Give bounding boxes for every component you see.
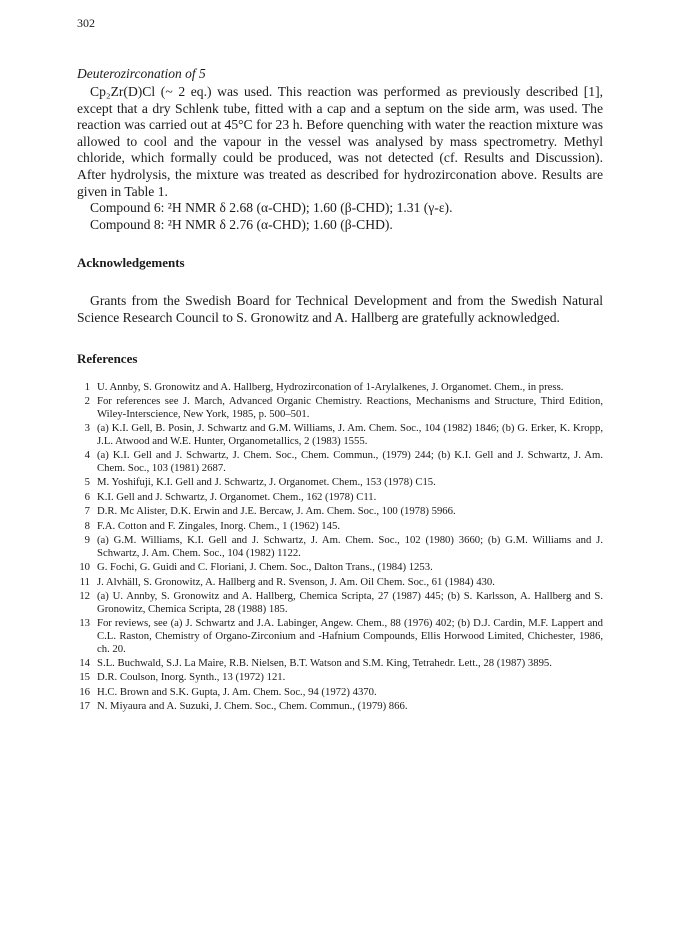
reference-text: F.A. Cotton and F. Zingales, Inorg. Chem., 1 (1962) 145.: [97, 519, 340, 532]
reference-number: 15: [79, 671, 90, 684]
reference-number: 4: [84, 449, 90, 462]
reference-text: N. Miyaura and A. Suzuki, J. Chem. Soc., Chem. Commun., (1979) 866.: [97, 700, 408, 713]
reference-item: [77, 561, 603, 574]
reference-number: 2: [84, 395, 90, 408]
compound-line: Compound 6: ²H NMR δ 2.68 (α-CHD); 1.60 (β-CHD); 1.31 (γ-ε).: [90, 200, 453, 216]
reference-item: [77, 686, 603, 699]
reference-text: K.I. Gell and J. Schwartz, J. Organomet. Chem., 162 (1978) C11.: [97, 490, 377, 503]
reference-number: 7: [84, 505, 90, 518]
reference-text: U. Annby, S. Gronowitz and A. Hallberg, Hydrozirconation of 1-Arylalkenes, J. Organomet. Chem., in press.: [97, 380, 564, 393]
reference-number: 16: [79, 685, 90, 698]
acknowledgements-paragraph: Grants from the Swedish Board for Technical Development and from the Swedish Natural Science Research Council to S. Gronowitz and A. Hallberg are gratefully acknowledged.: [77, 293, 603, 325]
reference-item: [77, 576, 603, 589]
reference-item: [77, 449, 603, 474]
reference-item: [77, 381, 603, 394]
reference-item: [77, 505, 603, 518]
reference-text: (a) K.I. Gell, B. Posin, J. Schwartz and G.M. Williams, J. Am. Chem. Soc., 104 (1982) 1846; (b) G. Erker, K. Kropp, J.L. Atwood and W.E. Hunter, Organometallics, 2 (1983) 1555.: [97, 422, 603, 447]
reference-number: 5: [84, 476, 90, 489]
reference-item: [77, 476, 603, 489]
compound-line: Compound 8: ²H NMR δ 2.76 (α-CHD); 1.60 (β-CHD).: [90, 216, 393, 232]
reference-number: 17: [79, 700, 90, 713]
reference-text: For reviews, see (a) J. Schwartz and J.A. Labinger, Angew. Chem., 88 (1976) 402; (b) D.J. Cardin, M.F. Lappert and C.L. Raston, Chemistry of Organo-Zirconium and -Hafnium Compounds, Ellis Horwood Limited, Chichester, 1986, ch. 20.: [97, 617, 603, 655]
reference-item: [77, 617, 603, 655]
reference-text: H.C. Brown and S.K. Gupta, J. Am. Chem. Soc., 94 (1972) 4370.: [97, 685, 377, 698]
reference-item: [77, 657, 603, 670]
reference-number: 9: [84, 534, 90, 547]
reference-number: 6: [84, 490, 90, 503]
compound-data: [77, 200, 603, 233]
reference-text: G. Fochi, G. Guidi and C. Floriani, J. Chem. Soc., Dalton Trans., (1984) 1253.: [97, 561, 433, 574]
reference-number: 1: [84, 380, 90, 393]
reference-text: (a) G.M. Williams, K.I. Gell and J. Schwartz, J. Am. Chem. Soc., 102 (1980) 3660; (b) G.M. Williams and J. Schwartz, J. Am. Chem. Soc., 104 (1982) 1122.: [97, 534, 603, 559]
reference-number: 10: [79, 561, 90, 574]
deuterozirconation-paragraph: Cp₂Zr(D)Cl (~ 2 eq.) was used. This reaction was performed as previously described [1], except that a dry Schlenk tube, fitted with a cap and a septum on the side arm, was used. The reaction was carried out at 45°C for 23 h. Before quenching with water the reaction mixture was allowed to cool and the vapour in the vessel was analysed by mass spectrometry. Methyl chloride, which formally could be produced, was not detected (cf. Results and Discussion). After hydrolysis, the mixture was treated as described for hydrozirconation above. Results are given in Table 1.: [77, 84, 603, 199]
reference-number: 13: [79, 617, 90, 630]
reference-list: [77, 381, 603, 714]
reference-text: M. Yoshifuji, K.I. Gell and J. Schwartz, J. Organomet. Chem., 153 (1978) C15.: [97, 476, 436, 489]
reference-text: For references see J. March, Advanced Organic Chemistry. Reactions, Mechanisms and Structure, Third Edition, Wiley-Interscience, New York, 1985, p. 500–501.: [97, 395, 603, 420]
reference-item: [77, 491, 603, 504]
reference-number: 12: [79, 590, 90, 603]
reference-text: (a) K.I. Gell and J. Schwartz, J. Chem. Soc., Chem. Commun., (1979) 244; (b) K.I. Gell and J. Schwartz, J. Am. Chem. Soc., 103 (1981) 2687.: [97, 449, 603, 474]
acknowledgements-heading: Acknowledgements: [77, 255, 185, 271]
references-heading: References: [77, 350, 138, 366]
reference-item: [77, 395, 603, 420]
reference-item: [77, 520, 603, 533]
page-content: [77, 66, 603, 715]
reference-text: J. Alvhäll, S. Gronowitz, A. Hallberg and R. Svenson, J. Am. Oil Chem. Soc., 61 (1984) 430.: [97, 575, 495, 588]
page-number: 302: [77, 16, 95, 30]
reference-number: 8: [84, 519, 90, 532]
reference-number: 11: [79, 575, 90, 588]
reference-item: [77, 700, 603, 713]
reference-text: D.R. Mc Alister, D.K. Erwin and J.E. Bercaw, J. Am. Chem. Soc., 100 (1978) 5966.: [97, 505, 456, 518]
subsection-title: Deuterozirconation of 5: [77, 66, 206, 81]
reference-item: [77, 590, 603, 615]
reference-text: (a) U. Annby, S. Gronowitz and A. Hallberg, Chemica Scripta, 27 (1987) 445; (b) S. Karlsson, A. Hallberg and S. Gronowitz, Chemica Scripta, 28 (1988) 185.: [97, 590, 603, 615]
reference-item: [77, 534, 603, 559]
reference-item: [77, 422, 603, 447]
reference-text: S.L. Buchwald, S.J. La Maire, R.B. Nielsen, B.T. Watson and S.M. King, Tetrahedr. Lett., 28 (1987) 3895.: [97, 656, 552, 669]
reference-number: 14: [79, 656, 90, 669]
reference-number: 3: [84, 422, 90, 435]
reference-text: D.R. Coulson, Inorg. Synth., 13 (1972) 121.: [97, 671, 286, 684]
reference-item: [77, 671, 603, 684]
